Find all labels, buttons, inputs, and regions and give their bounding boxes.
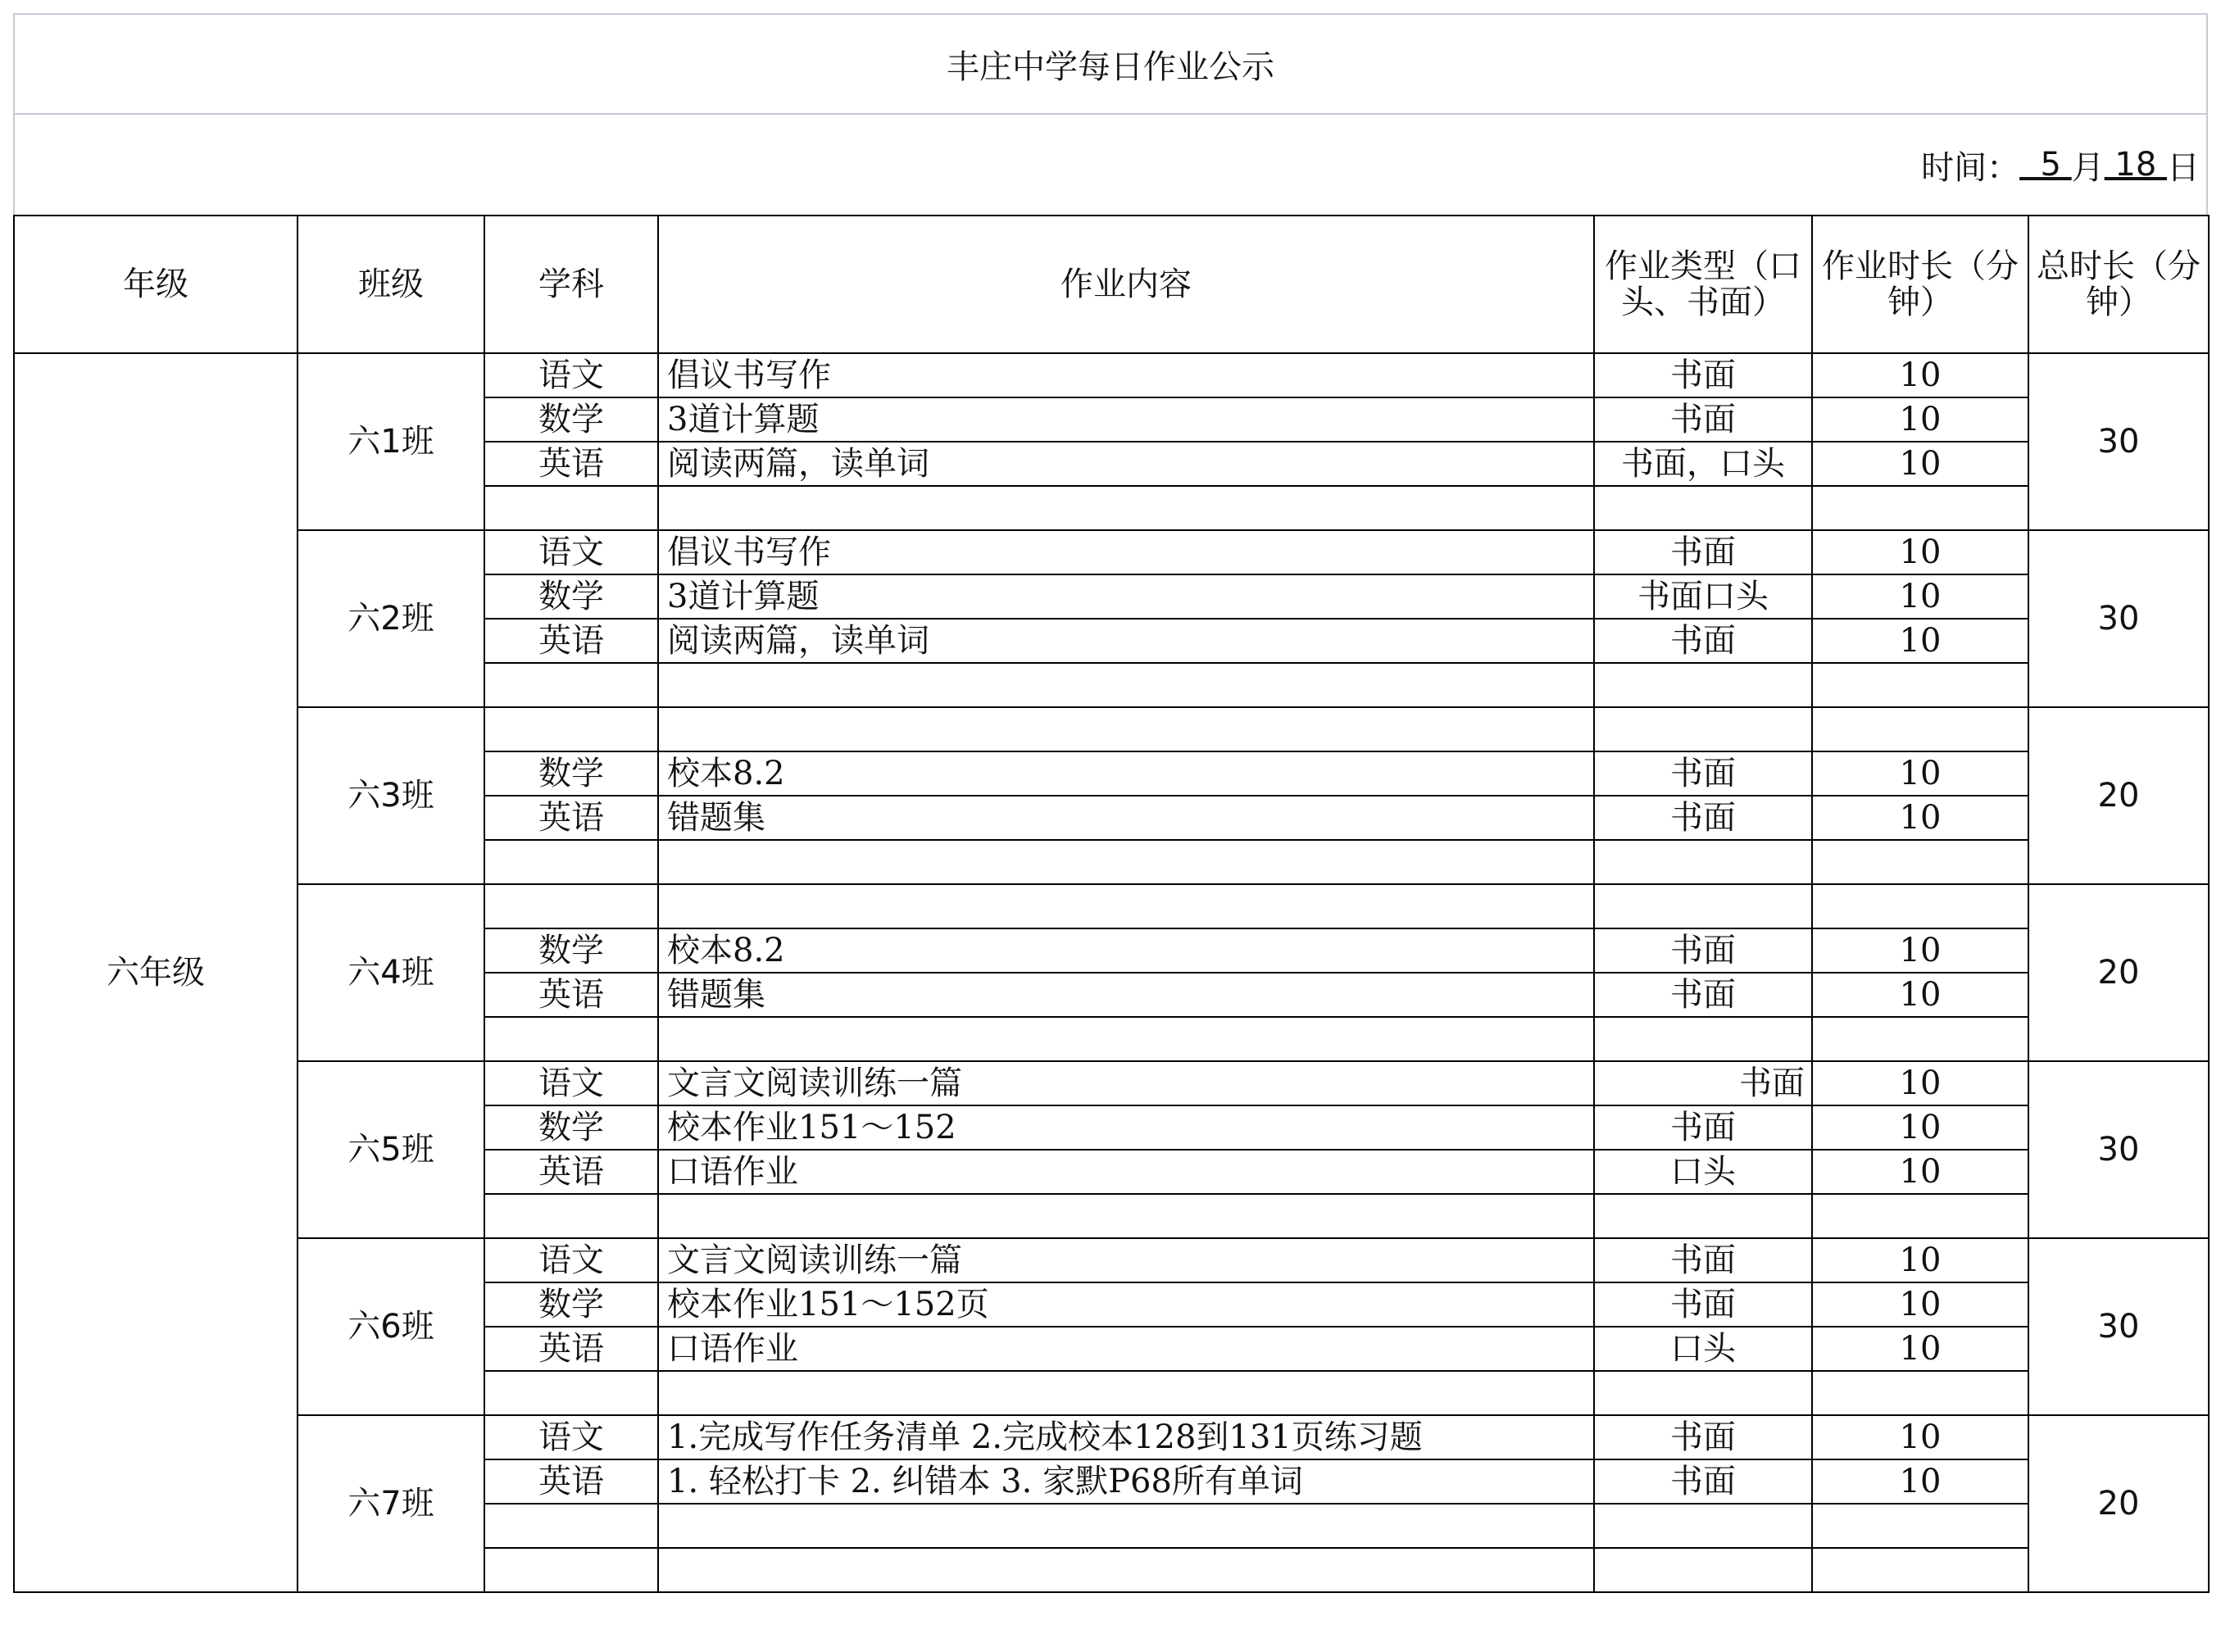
header-row [14,216,2209,353]
subject-cell: 数学 [484,397,658,442]
minutes-cell: 10 [1812,973,2028,1017]
header-type: 作业类型（口头、书面） [1594,216,1812,353]
minutes-cell: 10 [1812,1282,2028,1327]
subject-cell [484,1371,658,1415]
type-cell: 书面 [1594,1238,1812,1282]
total-cell: 30 [2028,353,2209,530]
minutes-cell [1812,1194,2028,1238]
date-prefix: 时间： [1921,148,2020,187]
header-class: 班级 [297,216,484,353]
minutes-cell [1812,707,2028,751]
subject-cell: 数学 [484,574,658,619]
table-row [14,1061,2209,1105]
minutes-cell: 10 [1812,353,2028,397]
type-cell: 书面 [1594,397,1812,442]
total-cell: 20 [2028,707,2209,884]
type-cell [1594,707,1812,751]
minutes-cell [1812,884,2028,928]
header-subject: 学科 [484,216,658,353]
type-cell [1594,1548,1812,1592]
content-cell: 倡议书写作 [658,530,1594,574]
subject-cell: 数学 [484,751,658,796]
type-cell [1594,884,1812,928]
minutes-cell: 10 [1812,1061,2028,1105]
type-cell [1594,1371,1812,1415]
header-duration: 作业时长（分钟） [1812,216,2028,353]
minutes-cell [1812,1371,2028,1415]
content-cell: 1. 轻松打卡 2. 纠错本 3. 家默P68所有单词 [658,1459,1594,1504]
minutes-cell [1812,1548,2028,1592]
content-cell [658,663,1594,707]
minutes-cell: 10 [1812,1105,2028,1150]
type-cell: 书面 [1594,751,1812,796]
type-cell [1594,840,1812,884]
type-cell: 口头 [1594,1327,1812,1371]
type-cell: 书面 [1594,973,1812,1017]
class-cell: 六3班 [297,707,484,884]
subject-cell: 英语 [484,1459,658,1504]
minutes-cell: 10 [1812,1150,2028,1194]
subject-cell: 语文 [484,1061,658,1105]
type-cell: 书面，口头 [1594,442,1812,486]
type-cell: 书面 [1594,353,1812,397]
subject-cell: 语文 [484,1415,658,1459]
minutes-cell [1812,840,2028,884]
type-cell: 书面 [1594,1282,1812,1327]
table-row [14,1415,2209,1459]
minutes-cell: 10 [1812,442,2028,486]
type-cell: 书面 [1594,619,1812,663]
subject-cell [484,663,658,707]
header-total: 总时长（分钟） [2028,216,2209,353]
type-cell [1594,1504,1812,1548]
type-cell: 书面 [1594,1105,1812,1150]
subject-cell: 英语 [484,1150,658,1194]
class-cell: 六1班 [297,353,484,530]
minutes-cell [1812,486,2028,530]
date-day: 18 [2104,146,2167,184]
content-cell: 1.完成写作任务清单 2.完成校本128到131页练习题 [658,1415,1594,1459]
minutes-cell: 10 [1812,619,2028,663]
minutes-cell [1812,1504,2028,1548]
total-cell: 30 [2028,1238,2209,1415]
subject-cell [484,486,658,530]
sheet-title: 丰庄中学每日作业公示 [947,48,1274,86]
table-row [14,353,2209,397]
type-cell: 书面 [1594,796,1812,840]
class-cell: 六6班 [297,1238,484,1415]
minutes-cell: 10 [1812,928,2028,973]
class-cell: 六4班 [297,884,484,1061]
homework-body [14,353,2209,1592]
content-cell: 口语作业 [658,1327,1594,1371]
content-cell: 校本作业151～152页 [658,1282,1594,1327]
date-day-unit: 日 [2167,148,2200,187]
minutes-cell: 10 [1812,751,2028,796]
subject-cell: 英语 [484,796,658,840]
date-month: 5 [2019,146,2072,184]
minutes-cell [1812,1017,2028,1061]
type-cell: 书面 [1594,1459,1812,1504]
content-cell: 校本8.2 [658,751,1594,796]
subject-cell: 语文 [484,353,658,397]
minutes-cell: 10 [1812,1459,2028,1504]
content-cell: 校本作业151～152 [658,1105,1594,1150]
class-cell: 六5班 [297,1061,484,1238]
type-cell: 口头 [1594,1150,1812,1194]
content-cell [658,884,1594,928]
grade-cell: 六年级 [14,353,297,1592]
content-cell [658,1017,1594,1061]
subject-cell: 数学 [484,1282,658,1327]
subject-cell: 数学 [484,1105,658,1150]
content-cell [658,840,1594,884]
content-cell [658,486,1594,530]
subject-cell: 数学 [484,928,658,973]
content-cell: 3道计算题 [658,574,1594,619]
content-cell: 错题集 [658,973,1594,1017]
subject-cell [484,1504,658,1548]
class-cell: 六2班 [297,530,484,707]
type-cell [1594,663,1812,707]
minutes-cell [1812,663,2028,707]
content-cell: 3道计算题 [658,397,1594,442]
content-cell [658,1194,1594,1238]
content-cell [658,1548,1594,1592]
header-grade: 年级 [14,216,297,353]
header-content: 作业内容 [658,216,1594,353]
table-row [14,530,2209,574]
total-cell: 30 [2028,1061,2209,1238]
subject-cell [484,1017,658,1061]
homework-sheet [13,13,2208,1593]
subject-cell [484,1548,658,1592]
total-cell: 30 [2028,530,2209,707]
subject-cell: 英语 [484,442,658,486]
table-row [14,884,2209,928]
type-cell: 书面 [1594,1061,1812,1105]
class-cell: 六7班 [297,1415,484,1592]
subject-cell: 英语 [484,973,658,1017]
minutes-cell: 10 [1812,1415,2028,1459]
type-cell: 书面口头 [1594,574,1812,619]
total-cell: 20 [2028,884,2209,1061]
minutes-cell: 10 [1812,530,2028,574]
content-cell [658,1504,1594,1548]
subject-cell [484,707,658,751]
content-cell [658,1371,1594,1415]
table-row [14,1238,2209,1282]
date-row [13,113,2208,215]
subject-cell: 语文 [484,1238,658,1282]
minutes-cell: 10 [1812,397,2028,442]
subject-cell: 英语 [484,1327,658,1371]
content-cell: 倡议书写作 [658,353,1594,397]
minutes-cell: 10 [1812,796,2028,840]
subject-cell: 语文 [484,530,658,574]
type-cell: 书面 [1594,1415,1812,1459]
content-cell: 阅读两篇，读单词 [658,442,1594,486]
subject-cell [484,1194,658,1238]
content-cell: 错题集 [658,796,1594,840]
type-cell [1594,1194,1812,1238]
content-cell: 校本8.2 [658,928,1594,973]
homework-table [13,215,2210,1593]
minutes-cell: 10 [1812,1327,2028,1371]
table-row [14,707,2209,751]
subject-cell: 英语 [484,619,658,663]
subject-cell [484,884,658,928]
content-cell [658,707,1594,751]
content-cell: 阅读两篇，读单词 [658,619,1594,663]
sheet-title-row [13,13,2208,113]
content-cell: 口语作业 [658,1150,1594,1194]
total-cell: 20 [2028,1415,2209,1592]
type-cell [1594,486,1812,530]
type-cell: 书面 [1594,928,1812,973]
minutes-cell: 10 [1812,574,2028,619]
minutes-cell: 10 [1812,1238,2028,1282]
content-cell: 文言文阅读训练一篇 [658,1061,1594,1105]
date-month-unit: 月 [2071,148,2105,187]
content-cell: 文言文阅读训练一篇 [658,1238,1594,1282]
type-cell: 书面 [1594,530,1812,574]
subject-cell [484,840,658,884]
type-cell [1594,1017,1812,1061]
